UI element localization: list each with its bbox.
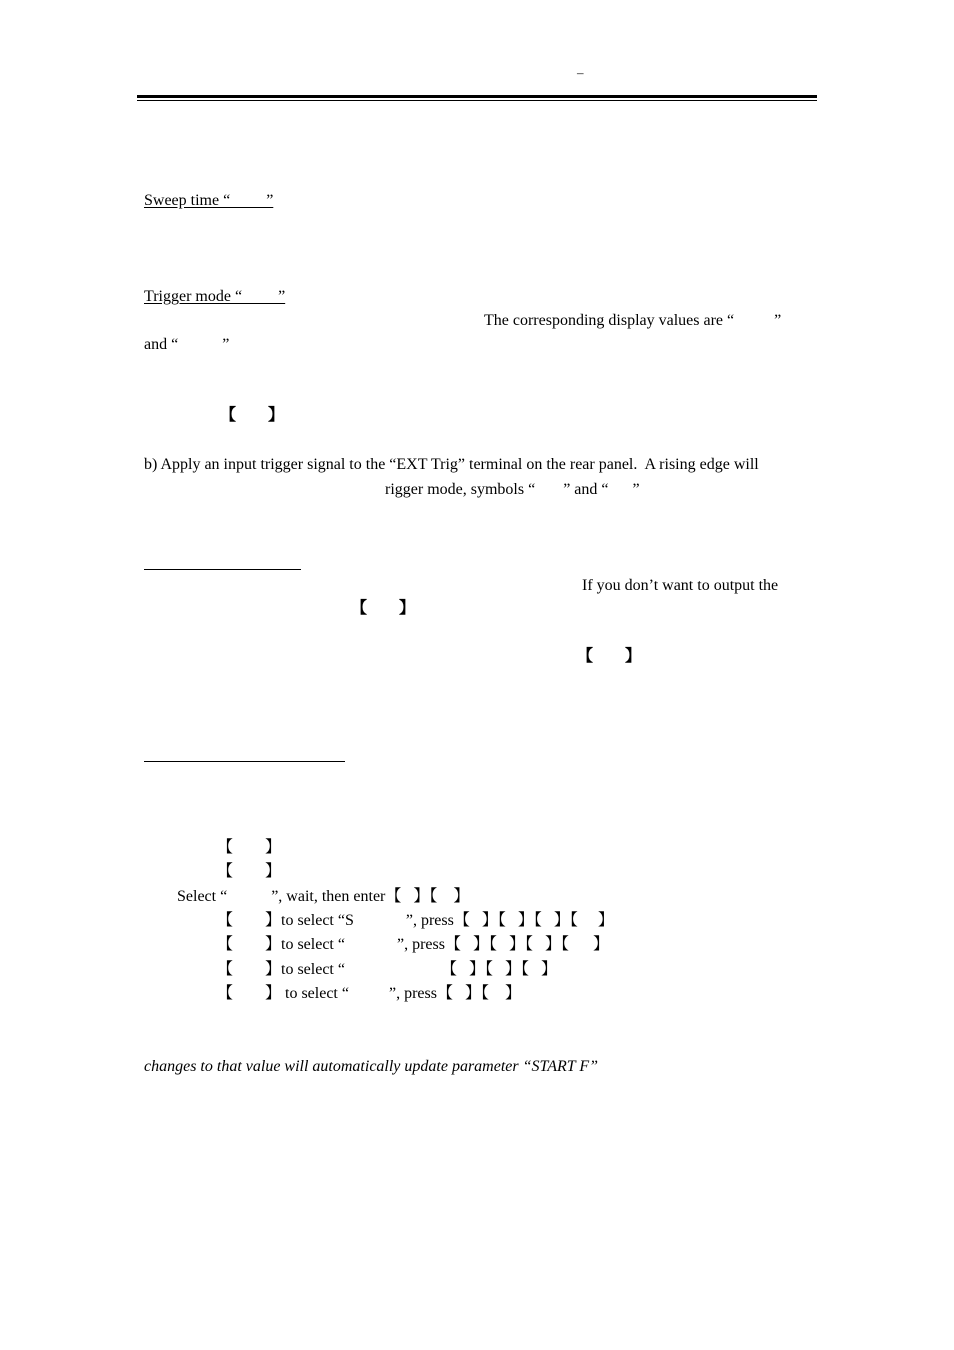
sweep-time-heading: Sweep time “ ” — [144, 192, 274, 209]
header-rule-thin — [137, 100, 817, 101]
step-5: 【 】to select “ ”, press【 】【 】【 】【 】 — [217, 936, 609, 953]
header-rule-thick — [137, 95, 817, 98]
trigger-and-line: and “ ” — [144, 336, 230, 353]
section-underline-1 — [144, 569, 301, 570]
note-line: changes to that value will automatically update parameter “START F” — [144, 1058, 599, 1075]
header-mark: – — [577, 65, 584, 80]
step-4: 【 】to select “S ”, press【 】【 】【 】【 】 — [217, 912, 614, 929]
step-3: Select “ ”, wait, then enter【 】【 】 — [177, 888, 470, 905]
output-key-2: 【 】 — [577, 648, 642, 665]
step-6: 【 】to select “ 【 】【 】【 】 — [217, 961, 557, 978]
step-7: 【 】 to select “ ”, press【 】【 】 — [217, 985, 521, 1002]
output-line-1: If you don’t want to output the — [582, 577, 779, 594]
ext-trig-line-1: b) Apply an input trigger signal to the “EXT Trig” terminal on the rear panel. A rising edge will — [144, 456, 759, 473]
trigger-display-line: The corresponding display values are “ ” — [484, 312, 782, 329]
trigger-key: 【 】 — [220, 407, 285, 424]
output-key-1: 【 】 — [351, 600, 416, 617]
section-underline-2 — [144, 761, 345, 762]
step-2: 【 】 — [217, 863, 282, 880]
ext-trig-line-2: rigger mode, symbols “ ” and “ ” — [385, 481, 640, 498]
step-1: 【 】 — [217, 839, 282, 856]
trigger-mode-heading: Trigger mode “ ” — [144, 288, 286, 305]
